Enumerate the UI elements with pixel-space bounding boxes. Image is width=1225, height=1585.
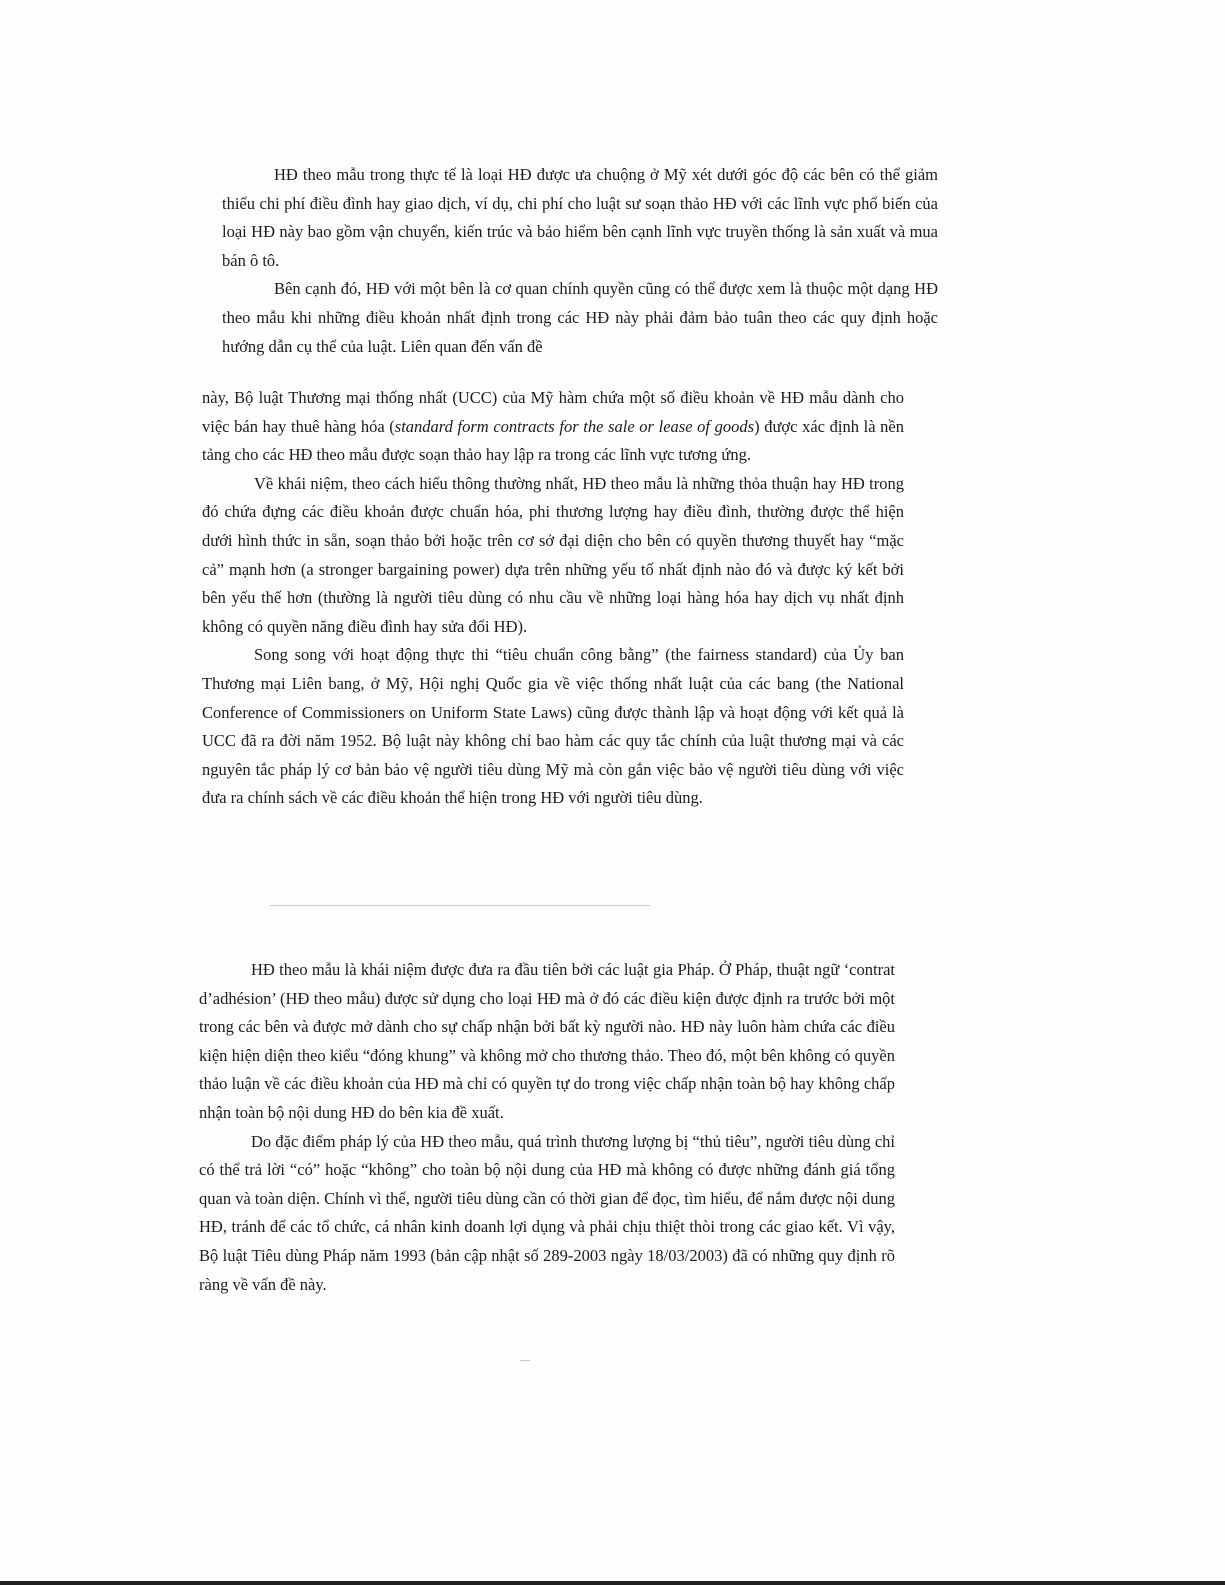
scan-artifact-line — [270, 905, 650, 906]
text-block-bottom — [199, 956, 895, 1299]
paragraph-french-concept: HĐ theo mẫu là khái niệm được đưa ra đầu tiên bởi các luật gia Pháp. Ở Pháp, thuật ngữ ‘contrat d’adhésion’ (HĐ theo mẫu) được sử dụng cho loại HĐ mà ở đó các điều kiện được định ra trước bởi một trong các bên và được mở dành cho sự chấp nhận bởi bất kỳ người nào. HĐ này luôn hàm chứa các điều kiện hiện diện theo kiểu “đóng khung” và không mở cho thương thảo. Theo đó, một bên không có quyền thảo luận về các điều khoản của HĐ mà chỉ có quyền tự do trong việc chấp nhận toàn bộ hay không chấp nhận toàn bộ nội dung HĐ do bên kia đề xuất. — [199, 960, 895, 1122]
paragraph-legal-characteristics: Do đặc điểm pháp lý của HĐ theo mẫu, quá trình thương lượng bị “thủ tiêu”, người tiêu dùng chỉ có thể trả lời “có” hoặc “không” cho toàn bộ nội dung của HĐ mà không có được những đánh giá tổng quan và toàn diện. Chính vì thế, người tiêu dùng cần có thời gian để đọc, tìm hiểu, để nắm được nội dung HĐ, tránh để các tổ chức, cá nhân kinh doanh lợi dụng và phải chịu thiệt thòi trong các giao kết. Vì vậy, Bộ luật Tiêu dùng Pháp năm 1993 (bản cập nhật số 289-2003 ngày 18/03/2003) đã có những quy định rõ ràng về vấn đề này. — [199, 1131, 895, 1294]
paragraph-ucc-provisions — [202, 384, 904, 470]
paragraph-ucc-text-start: này, Bộ luật Thương mại thống nhất (UCC) của Mỹ hàm chứa một số điều khoản về HĐ mẫu dành cho việc bán hay thuê hàng hóa ( — [202, 388, 904, 436]
scan-bottom-edge — [0, 1581, 1225, 1585]
paragraph-concept-definition: Về khái niệm, theo cách hiểu thông thường nhất, HĐ theo mẫu là những thỏa thuận hay HĐ trong đó chứa đựng các điều khoản được chuẩn hóa, phi thương lượng hay điều đình, thường được thể hiện dưới hình thức in sẵn, soạn thảo bởi hoặc trên cơ sở đại diện cho bên có quyền thương thuyết hay “mặc cả” mạnh hơn (a stronger bargaining power) dựa trên những yếu tố nhất định nào đó và được ký kết bởi bên yếu thế hơn (thường là người tiêu dùng có nhu cầu về những loại hàng hóa hay dịch vụ nhất định không có quyền năng điều đình hay sửa đổi HĐ). — [202, 473, 904, 636]
paragraph-fairness-standard: Song song với hoạt động thực thi “tiêu chuẩn công bằng” (the fairness standard) của Ủy ban Thương mại Liên bang, ở Mỹ, Hội nghị Quốc gia về việc thống nhất luật của các bang (the National Conference of Commissioners on Uniform State Laws) cũng được thành lập và hoạt động với kết quả là UCC đã ra đời năm 1952. Bộ luật này không chỉ bao hàm các quy tắc chính của luật thương mại và các nguyên tắc pháp lý cơ bản bảo vệ người tiêu dùng Mỹ mà còn gắn việc bảo vệ người tiêu dùng với việc đưa ra chính sách về các điều khoản thể hiện trong HĐ với người tiêu dùng. — [202, 645, 904, 808]
text-block-top — [222, 161, 938, 361]
text-block-middle — [202, 384, 904, 813]
paragraph-government-contracts: Bên cạnh đó, HĐ với một bên là cơ quan chính quyền cũng có thể được xem là thuộc một dạng HĐ theo mẫu khi những điều khoản nhất định trong các HĐ này phải đảm bảo tuân theo các quy định hoặc hướng dẫn cụ thể của luật. Liên quan đến vấn đề — [222, 279, 938, 356]
paragraph-us-standard-contracts: HĐ theo mẫu trong thực tế là loại HĐ được ưa chuộng ở Mỹ xét dưới góc độ các bên có thể giảm thiểu chi phí điều đình hay giao dịch, ví dụ, chi phí cho luật sư soạn thảo HĐ với các lĩnh vực phổ biến của loại HĐ này bao gồm vận chuyển, kiến trúc và bảo hiểm bên cạnh lĩnh vực truyền thống là sản xuất và mua bán ô tô. — [222, 165, 938, 270]
paragraph-ucc-italic-term: standard form contracts for the sale or lease of goods — [394, 416, 755, 436]
scan-artifact-dash — [520, 1360, 530, 1361]
paragraph-ucc-text-end: ) được xác định là nền tảng cho các HĐ theo mẫu được soạn thảo hay lập ra trong các lĩnh vực tương ứng. — [202, 416, 904, 465]
